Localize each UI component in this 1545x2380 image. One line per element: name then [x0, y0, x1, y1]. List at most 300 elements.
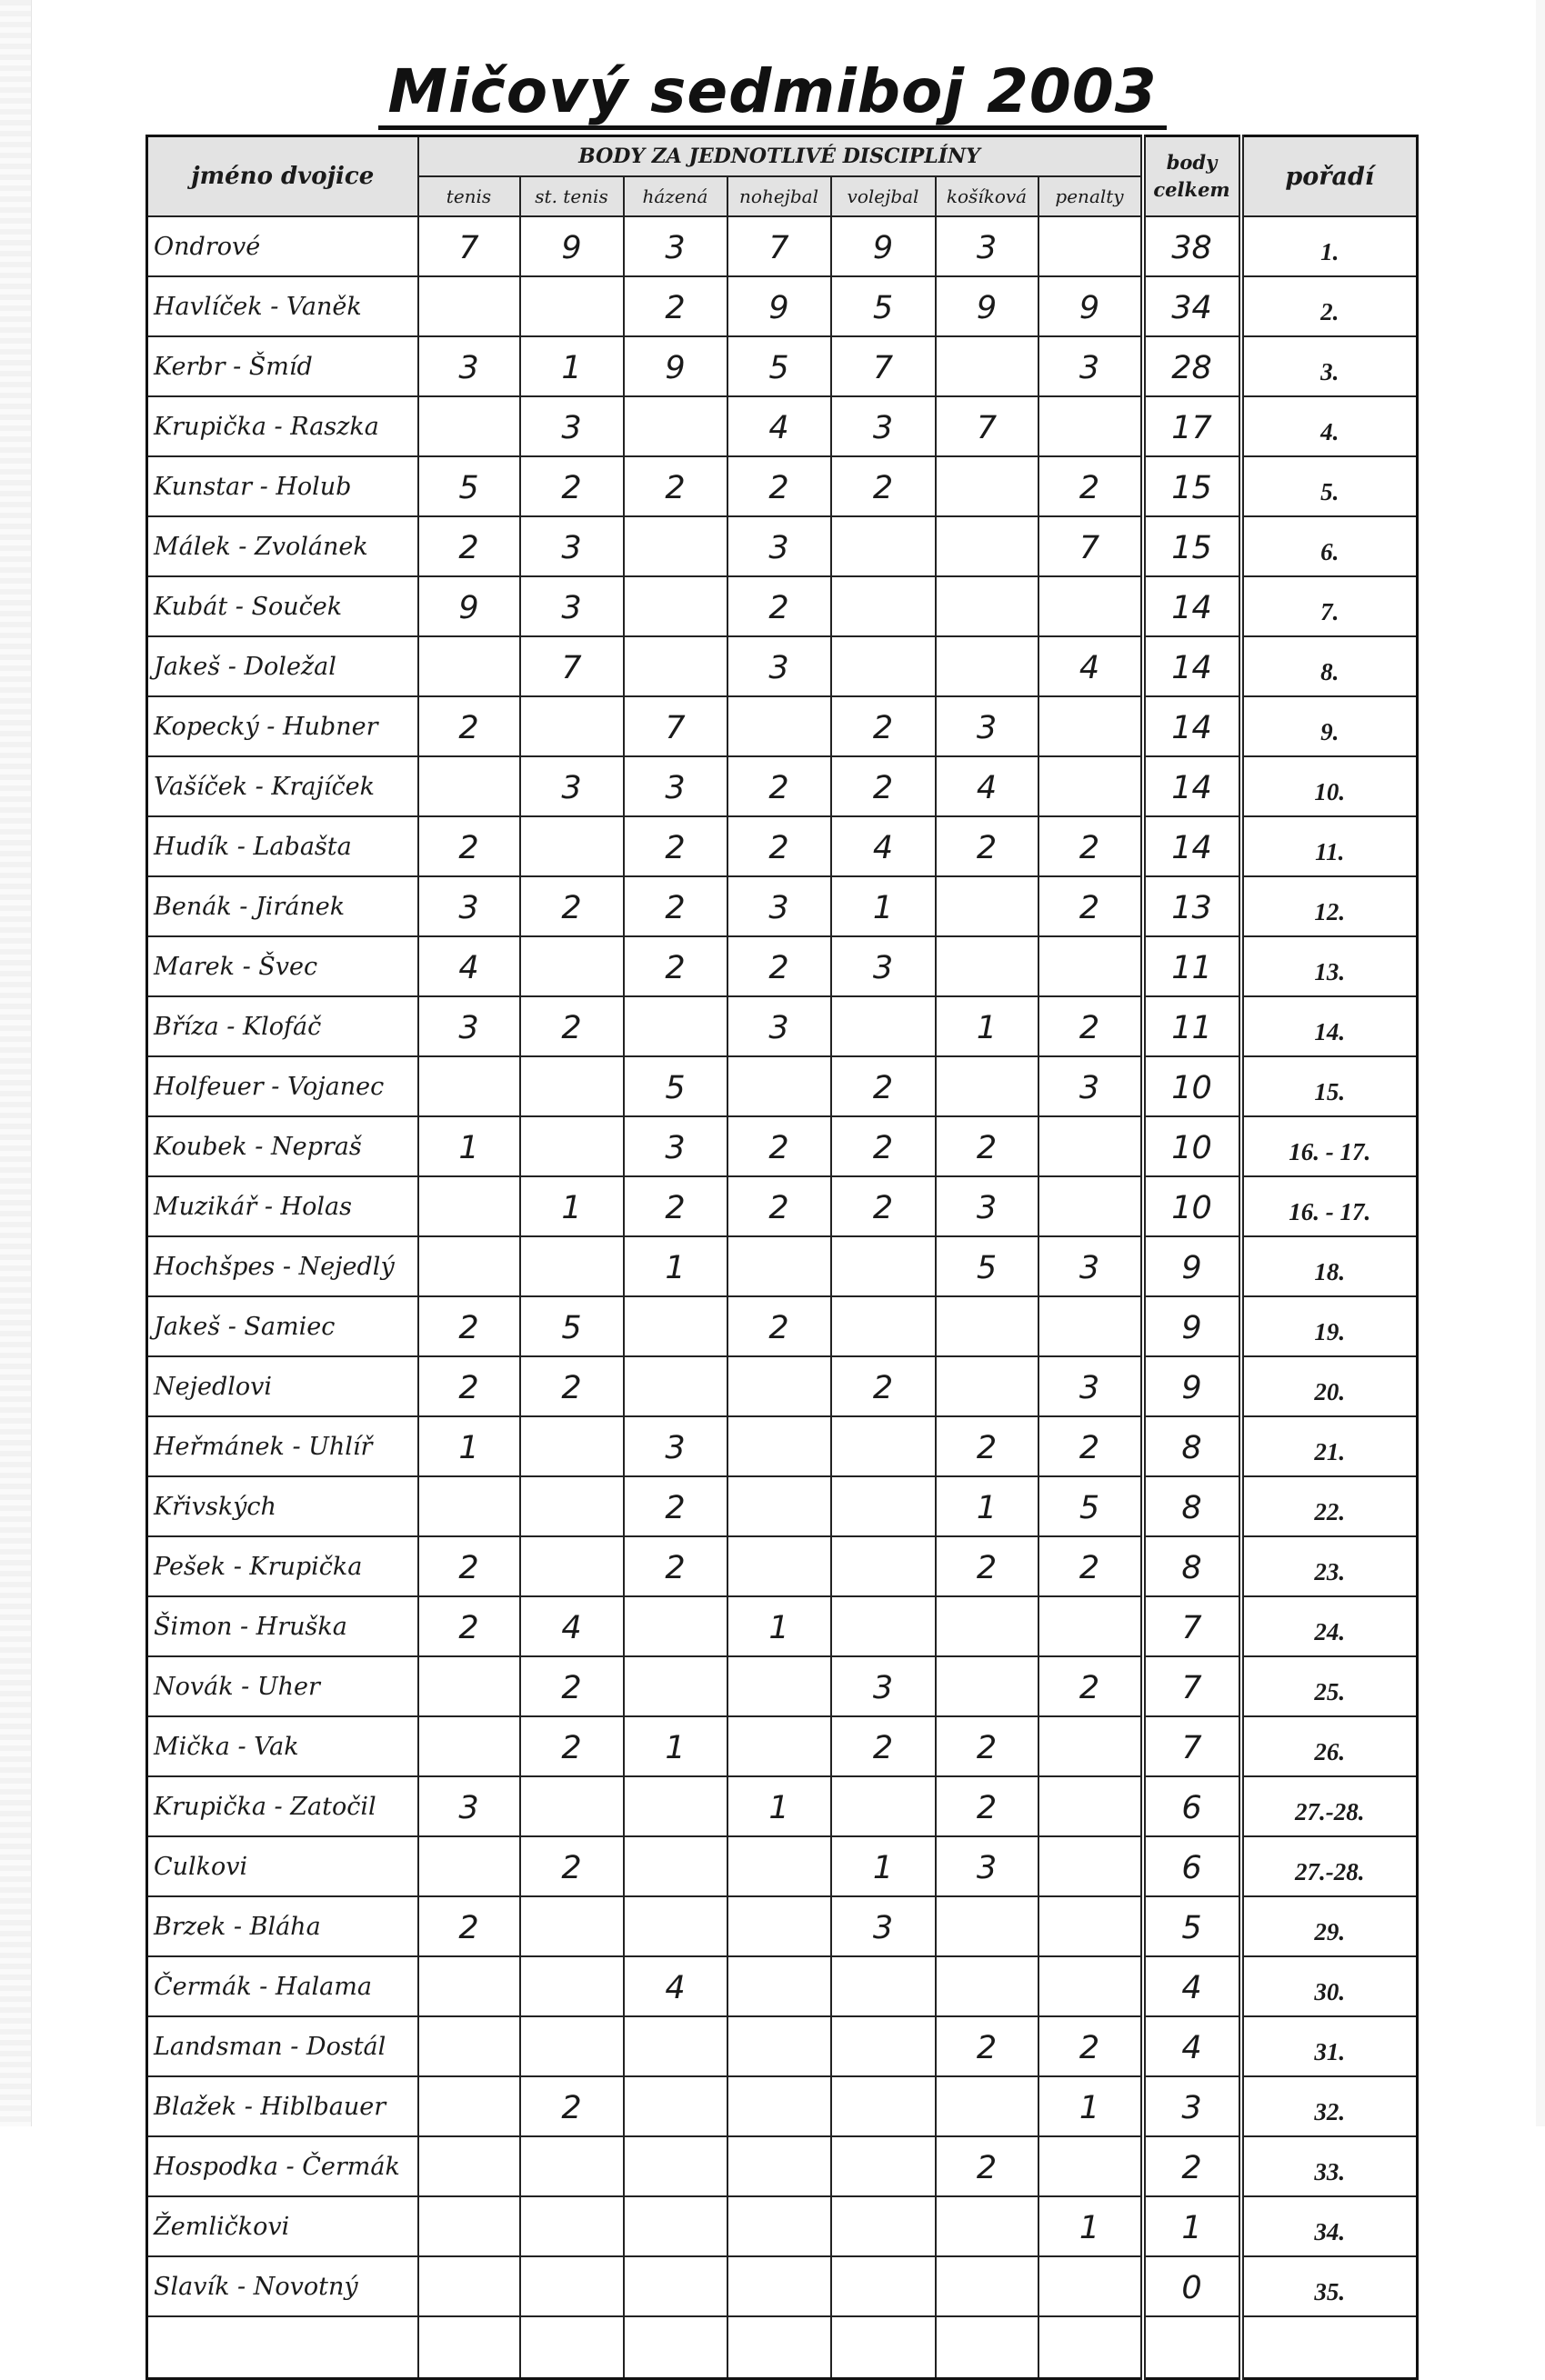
score-cell: 5 — [936, 1236, 1038, 1296]
rank-cell: 9. — [1241, 696, 1418, 756]
header-discipline: nohejbal — [727, 176, 831, 216]
rank-cell: 32. — [1241, 2076, 1418, 2136]
score-cell — [936, 1056, 1038, 1116]
rank-cell: 34. — [1241, 2196, 1418, 2256]
rank-cell: 24. — [1241, 1596, 1418, 1656]
score-cell: 2 — [727, 756, 831, 816]
score-cell — [727, 1836, 831, 1896]
score-cell: 2 — [936, 1776, 1038, 1836]
table-row — [147, 1116, 1418, 1176]
score-cell — [936, 2076, 1038, 2136]
table-row — [147, 1656, 1418, 1716]
score-cell: 2 — [936, 1416, 1038, 1476]
score-cell: 4 — [831, 816, 936, 876]
score-cell — [624, 576, 727, 636]
total-points: 9 — [1143, 1356, 1241, 1416]
score-cell: 2 — [418, 816, 520, 876]
total-points: 7 — [1143, 1656, 1241, 1716]
rank-cell: 31. — [1241, 2016, 1418, 2076]
total-points: 8 — [1143, 1536, 1241, 1596]
score-cell: 2 — [520, 456, 624, 516]
empty-cell — [147, 2316, 418, 2379]
rank-cell: 35. — [1241, 2256, 1418, 2316]
total-points: 5 — [1143, 1896, 1241, 1956]
score-cell — [831, 2256, 936, 2316]
score-cell: 3 — [418, 996, 520, 1056]
score-cell — [1038, 696, 1143, 756]
score-cell: 7 — [727, 216, 831, 276]
table-row — [147, 1716, 1418, 1776]
score-cell: 3 — [727, 516, 831, 576]
total-points: 15 — [1143, 516, 1241, 576]
score-cell — [936, 456, 1038, 516]
score-cell: 2 — [936, 816, 1038, 876]
score-cell: 4 — [936, 756, 1038, 816]
score-cell — [727, 1896, 831, 1956]
score-cell — [936, 1356, 1038, 1416]
score-cell: 2 — [936, 2016, 1038, 2076]
total-points: 0 — [1143, 2256, 1241, 2316]
team-name: Krupička - Raszka — [147, 396, 418, 456]
score-cell — [520, 1776, 624, 1836]
score-cell: 3 — [831, 1896, 936, 1956]
empty-cell — [418, 2316, 520, 2379]
score-cell: 3 — [727, 636, 831, 696]
score-cell — [831, 636, 936, 696]
rank-cell: 11. — [1241, 816, 1418, 876]
rank-cell: 8. — [1241, 636, 1418, 696]
team-name: Ondrové — [147, 216, 418, 276]
score-cell: 1 — [418, 1116, 520, 1176]
score-cell: 2 — [624, 1476, 727, 1536]
table-row — [147, 2076, 1418, 2136]
score-cell: 5 — [727, 336, 831, 396]
rank-cell: 10. — [1241, 756, 1418, 816]
team-name: Pešek - Krupička — [147, 1536, 418, 1596]
team-name: Šimon - Hruška — [147, 1596, 418, 1656]
score-cell: 2 — [520, 996, 624, 1056]
header-discipline: tenis — [418, 176, 520, 216]
rank-cell: 30. — [1241, 1956, 1418, 2016]
score-cell: 2 — [831, 1716, 936, 1776]
empty-cell — [1038, 2316, 1143, 2379]
score-cell — [1038, 756, 1143, 816]
team-name: Krupička - Zatočil — [147, 1776, 418, 1836]
score-cell — [520, 816, 624, 876]
score-cell — [418, 1236, 520, 1296]
score-cell — [936, 1596, 1038, 1656]
score-cell — [520, 276, 624, 336]
score-cell: 2 — [831, 1176, 936, 1236]
score-cell — [520, 696, 624, 756]
score-cell — [727, 1716, 831, 1776]
score-cell: 2 — [727, 1176, 831, 1236]
score-cell: 3 — [936, 1836, 1038, 1896]
table-row — [147, 1776, 1418, 1836]
score-cell — [727, 1236, 831, 1296]
score-cell — [727, 1956, 831, 2016]
score-cell: 2 — [936, 1716, 1038, 1776]
rank-cell: 18. — [1241, 1236, 1418, 1296]
score-cell — [831, 1416, 936, 1476]
rank-cell: 1. — [1241, 216, 1418, 276]
score-cell: 7 — [831, 336, 936, 396]
table-row — [147, 996, 1418, 1056]
score-cell: 2 — [936, 1536, 1038, 1596]
total-points: 4 — [1143, 2016, 1241, 2076]
score-cell — [727, 1536, 831, 1596]
score-cell — [418, 1176, 520, 1236]
score-cell: 4 — [727, 396, 831, 456]
total-points: 28 — [1143, 336, 1241, 396]
score-cell — [831, 1776, 936, 1836]
total-points: 14 — [1143, 576, 1241, 636]
score-cell: 1 — [520, 336, 624, 396]
score-cell: 2 — [1038, 996, 1143, 1056]
total-points: 7 — [1143, 1716, 1241, 1776]
rank-cell: 12. — [1241, 876, 1418, 936]
table-body — [147, 216, 1418, 2379]
score-cell — [936, 576, 1038, 636]
total-points: 7 — [1143, 1596, 1241, 1656]
score-cell — [1038, 1296, 1143, 1356]
score-cell: 2 — [418, 1536, 520, 1596]
team-name: Čermák - Halama — [147, 1956, 418, 2016]
score-cell: 5 — [831, 276, 936, 336]
score-cell — [624, 1896, 727, 1956]
total-points: 14 — [1143, 696, 1241, 756]
scan-edge-left — [0, 0, 32, 2126]
score-cell — [520, 1056, 624, 1116]
score-cell: 2 — [418, 1296, 520, 1356]
score-cell: 7 — [520, 636, 624, 696]
rank-cell: 4. — [1241, 396, 1418, 456]
team-name: Křivských — [147, 1476, 418, 1536]
table-row — [147, 1956, 1418, 2016]
table-row — [147, 2196, 1418, 2256]
table-row — [147, 1236, 1418, 1296]
score-cell — [936, 876, 1038, 936]
total-points: 10 — [1143, 1116, 1241, 1176]
score-cell: 2 — [624, 276, 727, 336]
team-name: Hospodka - Čermák — [147, 2136, 418, 2196]
score-cell: 9 — [831, 216, 936, 276]
score-cell: 2 — [831, 696, 936, 756]
score-cell: 3 — [831, 396, 936, 456]
score-cell: 2 — [1038, 876, 1143, 936]
score-cell — [1038, 396, 1143, 456]
score-cell: 2 — [520, 876, 624, 936]
team-name: Málek - Zvolánek — [147, 516, 418, 576]
team-name: Hochšpes - Nejedlý — [147, 1236, 418, 1296]
score-cell — [624, 396, 727, 456]
score-cell: 1 — [727, 1776, 831, 1836]
score-cell — [727, 1416, 831, 1476]
score-cell: 2 — [418, 1356, 520, 1416]
rank-cell: 27.-28. — [1241, 1776, 1418, 1836]
score-cell: 2 — [727, 456, 831, 516]
score-cell: 2 — [418, 696, 520, 756]
score-cell: 9 — [418, 576, 520, 636]
table-row — [147, 636, 1418, 696]
score-cell — [624, 2136, 727, 2196]
score-cell: 9 — [520, 216, 624, 276]
score-cell: 3 — [727, 996, 831, 1056]
score-cell: 7 — [418, 216, 520, 276]
score-cell — [936, 516, 1038, 576]
score-cell: 3 — [418, 1776, 520, 1836]
total-points: 34 — [1143, 276, 1241, 336]
score-cell — [520, 2196, 624, 2256]
team-name: Holfeuer - Vojanec — [147, 1056, 418, 1116]
rank-cell: 25. — [1241, 1656, 1418, 1716]
rank-cell: 15. — [1241, 1056, 1418, 1116]
score-cell: 9 — [936, 276, 1038, 336]
score-cell — [727, 1356, 831, 1416]
rank-cell: 7. — [1241, 576, 1418, 636]
score-cell: 7 — [936, 396, 1038, 456]
team-name: Heřmánek - Uhlíř — [147, 1416, 418, 1476]
score-cell — [936, 936, 1038, 996]
score-cell — [418, 2196, 520, 2256]
total-points: 8 — [1143, 1476, 1241, 1536]
score-cell: 1 — [936, 996, 1038, 1056]
score-cell: 1 — [831, 1836, 936, 1896]
score-cell — [624, 996, 727, 1056]
score-cell — [1038, 1116, 1143, 1176]
score-cell — [418, 2136, 520, 2196]
score-cell — [936, 336, 1038, 396]
score-cell: 2 — [1038, 2016, 1143, 2076]
score-cell — [1038, 1836, 1143, 1896]
header-discipline: košíková — [936, 176, 1038, 216]
score-cell — [936, 2196, 1038, 2256]
score-cell — [831, 2016, 936, 2076]
score-cell — [520, 936, 624, 996]
table-row — [147, 216, 1418, 276]
score-cell: 2 — [624, 1536, 727, 1596]
score-cell: 2 — [624, 1176, 727, 1236]
score-cell — [624, 1776, 727, 1836]
table-row — [147, 1356, 1418, 1416]
header-total-line2: celkem — [1153, 178, 1230, 201]
score-cell: 2 — [520, 1656, 624, 1716]
score-cell — [1038, 1896, 1143, 1956]
table-row — [147, 1416, 1418, 1476]
score-cell — [1038, 2256, 1143, 2316]
rank-cell: 16. - 17. — [1241, 1176, 1418, 1236]
score-cell: 3 — [520, 756, 624, 816]
header-rank: pořadí — [1241, 136, 1418, 217]
score-cell: 2 — [727, 576, 831, 636]
score-cell — [831, 1536, 936, 1596]
team-name: Jakeš - Doležal — [147, 636, 418, 696]
team-name: Muzikář - Holas — [147, 1176, 418, 1236]
score-cell: 3 — [936, 696, 1038, 756]
score-cell — [418, 1836, 520, 1896]
score-cell: 3 — [831, 936, 936, 996]
score-cell: 2 — [727, 1116, 831, 1176]
header-discipline: volejbal — [831, 176, 936, 216]
score-cell — [1038, 576, 1143, 636]
score-cell — [831, 2136, 936, 2196]
total-points: 13 — [1143, 876, 1241, 936]
score-cell: 1 — [624, 1236, 727, 1296]
score-cell — [418, 1056, 520, 1116]
score-cell: 1 — [418, 1416, 520, 1476]
score-cell — [727, 696, 831, 756]
rank-cell: 29. — [1241, 1896, 1418, 1956]
table-row — [147, 336, 1418, 396]
team-name: Kubát - Souček — [147, 576, 418, 636]
score-cell — [624, 1836, 727, 1896]
rank-cell: 5. — [1241, 456, 1418, 516]
score-cell — [520, 1536, 624, 1596]
score-cell: 3 — [624, 1416, 727, 1476]
score-cell — [831, 1296, 936, 1356]
page-title — [0, 56, 1545, 130]
total-points: 8 — [1143, 1416, 1241, 1476]
score-cell — [520, 1236, 624, 1296]
rank-cell: 26. — [1241, 1716, 1418, 1776]
rank-cell: 6. — [1241, 516, 1418, 576]
score-cell: 3 — [624, 756, 727, 816]
score-cell: 3 — [520, 576, 624, 636]
score-cell — [831, 516, 936, 576]
score-cell — [520, 1416, 624, 1476]
score-cell — [520, 2016, 624, 2076]
score-cell — [520, 2256, 624, 2316]
score-cell — [1038, 1956, 1143, 2016]
rank-cell: 3. — [1241, 336, 1418, 396]
score-cell: 5 — [1038, 1476, 1143, 1536]
empty-cell — [831, 2316, 936, 2379]
empty-cell — [936, 2316, 1038, 2379]
score-cell: 5 — [418, 456, 520, 516]
score-cell — [418, 2016, 520, 2076]
total-points: 17 — [1143, 396, 1241, 456]
score-cell — [727, 2196, 831, 2256]
table-row — [147, 696, 1418, 756]
score-cell: 4 — [520, 1596, 624, 1656]
score-cell: 2 — [936, 1116, 1038, 1176]
score-cell: 2 — [831, 456, 936, 516]
header-discipline: házená — [624, 176, 727, 216]
score-cell: 2 — [831, 756, 936, 816]
table-row — [147, 1056, 1418, 1116]
score-cell — [1038, 1716, 1143, 1776]
empty-cell — [1241, 2316, 1418, 2379]
score-cell: 2 — [624, 456, 727, 516]
table-row — [147, 936, 1418, 996]
score-cell: 1 — [831, 876, 936, 936]
score-cell — [624, 1356, 727, 1416]
rank-cell: 21. — [1241, 1416, 1418, 1476]
score-cell: 2 — [936, 2136, 1038, 2196]
team-name: Brzek - Bláha — [147, 1896, 418, 1956]
score-cell: 1 — [1038, 2196, 1143, 2256]
score-cell — [520, 2136, 624, 2196]
total-points: 9 — [1143, 1236, 1241, 1296]
score-cell — [1038, 1596, 1143, 1656]
score-cell — [1038, 1776, 1143, 1836]
total-points: 4 — [1143, 1956, 1241, 2016]
score-cell — [418, 636, 520, 696]
score-cell: 3 — [727, 876, 831, 936]
total-points: 6 — [1143, 1836, 1241, 1896]
team-name: Bříza - Klofáč — [147, 996, 418, 1056]
score-cell: 2 — [727, 816, 831, 876]
score-cell: 2 — [520, 2076, 624, 2136]
score-cell: 2 — [418, 1896, 520, 1956]
score-cell — [624, 2256, 727, 2316]
score-cell: 4 — [418, 936, 520, 996]
score-cell — [624, 636, 727, 696]
rank-cell: 20. — [1241, 1356, 1418, 1416]
score-cell: 3 — [831, 1656, 936, 1716]
score-cell — [831, 2196, 936, 2256]
score-cell: 3 — [1038, 1356, 1143, 1416]
team-name: Nejedlovi — [147, 1356, 418, 1416]
table-row — [147, 2016, 1418, 2076]
table-row — [147, 876, 1418, 936]
score-cell — [1038, 2136, 1143, 2196]
table-row — [147, 2256, 1418, 2316]
team-name: Vašíček - Krajíček — [147, 756, 418, 816]
score-cell: 3 — [520, 516, 624, 576]
score-cell: 4 — [624, 1956, 727, 2016]
score-cell — [727, 2076, 831, 2136]
total-points: 10 — [1143, 1056, 1241, 1116]
score-cell — [727, 2256, 831, 2316]
score-cell: 2 — [520, 1356, 624, 1416]
score-cell: 1 — [936, 1476, 1038, 1536]
score-cell — [831, 2076, 936, 2136]
score-cell — [1038, 216, 1143, 276]
score-cell: 3 — [936, 1176, 1038, 1236]
score-cell — [831, 1476, 936, 1536]
table-row — [147, 2136, 1418, 2196]
score-cell: 2 — [418, 1596, 520, 1656]
team-name: Žemličkovi — [147, 2196, 418, 2256]
score-cell: 2 — [831, 1116, 936, 1176]
score-cell: 2 — [520, 1716, 624, 1776]
team-name: Landsman - Dostál — [147, 2016, 418, 2076]
score-cell: 5 — [520, 1296, 624, 1356]
total-points: 9 — [1143, 1296, 1241, 1356]
score-cell — [418, 276, 520, 336]
total-points: 14 — [1143, 756, 1241, 816]
score-cell — [936, 1656, 1038, 1716]
table-row — [147, 1836, 1418, 1896]
score-cell: 9 — [727, 276, 831, 336]
score-cell — [624, 1656, 727, 1716]
score-cell: 2 — [520, 1836, 624, 1896]
score-cell — [418, 396, 520, 456]
score-cell: 1 — [727, 1596, 831, 1656]
score-cell — [418, 756, 520, 816]
score-cell: 3 — [418, 336, 520, 396]
score-cell: 2 — [1038, 1536, 1143, 1596]
team-name: Jakeš - Samiec — [147, 1296, 418, 1356]
score-cell — [418, 2076, 520, 2136]
total-points: 15 — [1143, 456, 1241, 516]
rank-cell: 19. — [1241, 1296, 1418, 1356]
score-cell: 2 — [1038, 816, 1143, 876]
score-cell: 3 — [1038, 1056, 1143, 1116]
score-cell: 7 — [1038, 516, 1143, 576]
score-cell — [936, 1296, 1038, 1356]
